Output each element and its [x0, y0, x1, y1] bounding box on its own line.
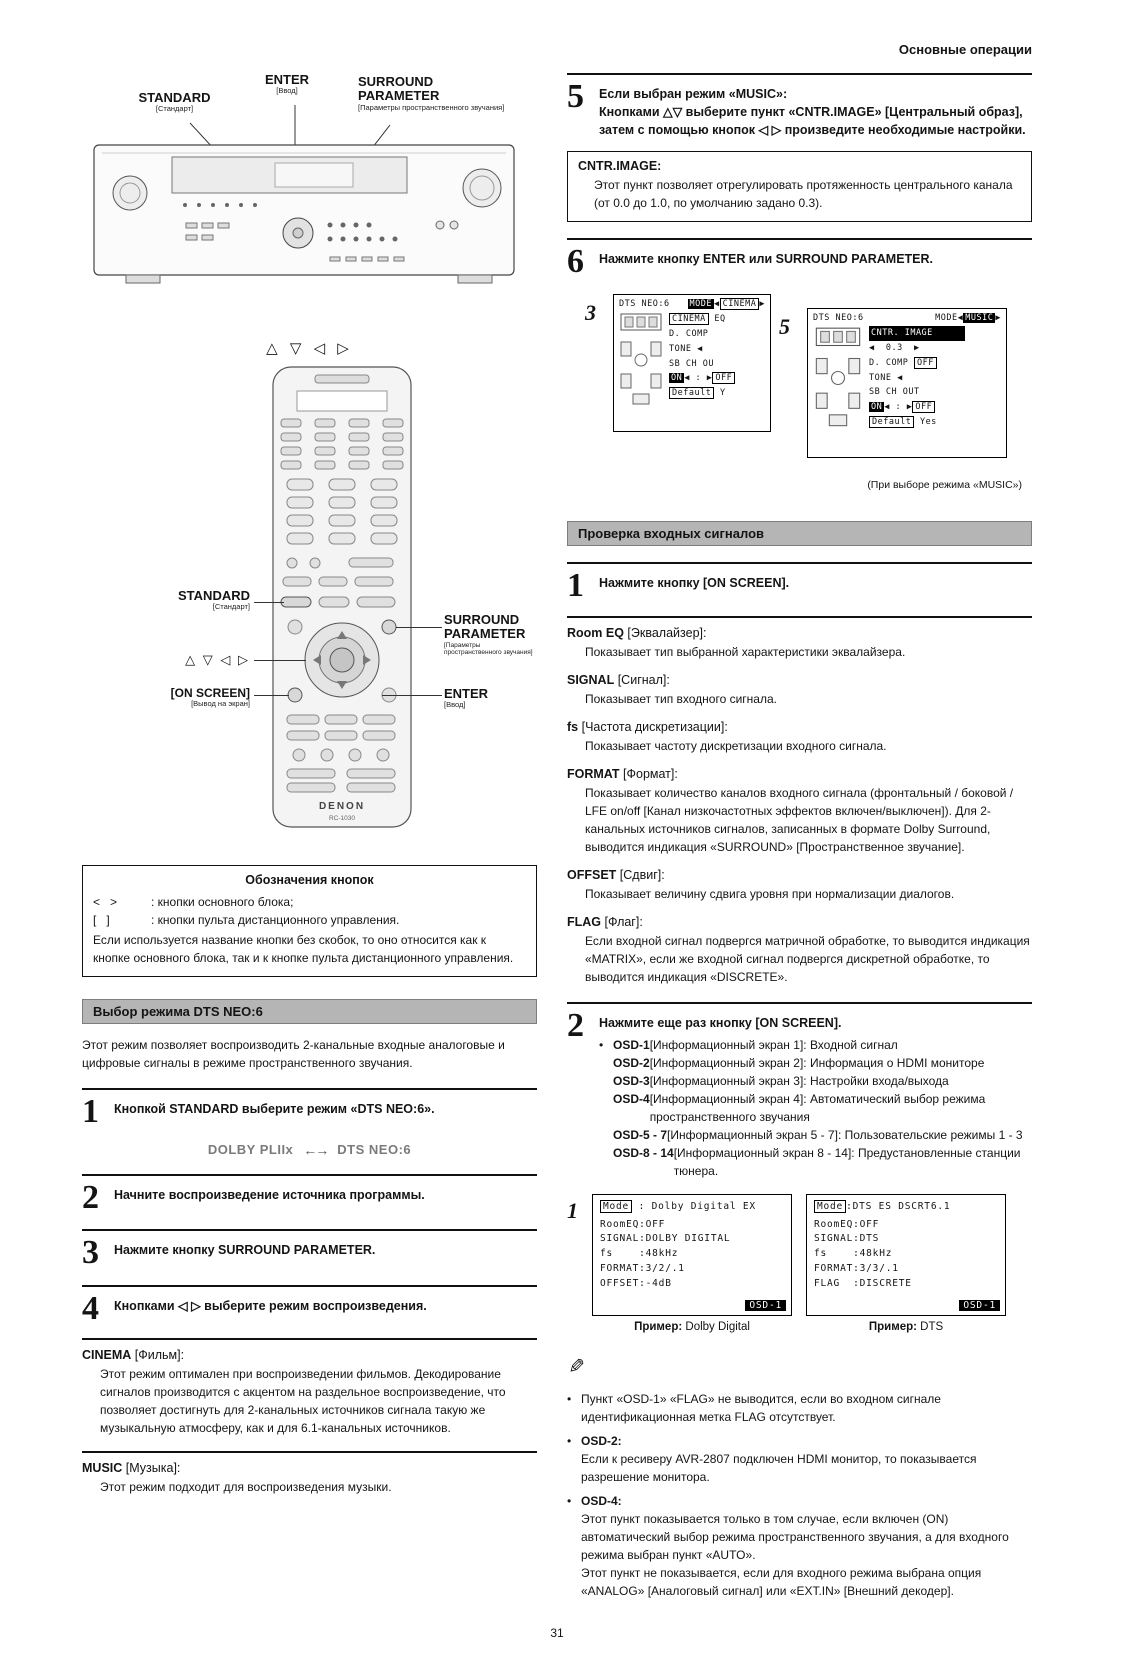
osd-row: TONE ◀ [869, 372, 903, 383]
leader-line [396, 627, 442, 628]
osd-row: ◀ 0.3 ▶ [869, 342, 920, 353]
definition-offset: OFFSET [Сдвиг]: Показывает величину сдвига уровня при нормализации диалогов. [567, 867, 955, 901]
step-number: 4 [82, 1289, 99, 1327]
step-number: 1 [82, 1093, 99, 1130]
figure-number-1: 1 [567, 1197, 578, 1223]
music-desc: Этот режим подходит для воспроизведения музыки. [100, 1480, 392, 1495]
osd-row: SB CH OUT [869, 387, 920, 398]
step-1-dts [82, 1088, 537, 1128]
dts-intro: Этот режим позволяет воспроизводить 2-канальные входные аналоговые и цифровые сигналы в режиме пространственного звучания. [82, 1038, 505, 1070]
receiver-drawing [90, 73, 530, 323]
step-2-check [567, 1002, 1032, 1180]
step-text: Нажмите еще раз кнопку [ON SCREEN]. [599, 1015, 842, 1030]
label-enter: ENTER [Ввод] [264, 72, 310, 96]
remote-drawing [257, 365, 427, 835]
osd-row-cntr: CNTR. IMAGE [869, 326, 1001, 341]
step-text: Нажмите кнопку ENTER или SURROUND PARAMETER. [599, 252, 934, 267]
bullet: • [567, 1493, 572, 1508]
osd-badge: OSD-1 [959, 1300, 1000, 1311]
osd-figure [567, 294, 1032, 499]
step-text: Нажмите кнопку [ON SCREEN]. [599, 575, 790, 590]
legend-text: : кнопки основного блока; [151, 895, 294, 909]
osd-header [619, 299, 765, 309]
left-column [82, 73, 537, 1600]
label-surround-parameter: SURROUND PARAMETER [Параметры пространственного звучания] [358, 74, 505, 112]
step-text: Кнопкой STANDARD выберите режим «DTS NEO:6». [114, 1102, 435, 1116]
label-standard-remote: STANDARD [Стандарт] [178, 588, 250, 612]
osd-body [813, 326, 1001, 430]
step-6 [567, 238, 1032, 281]
osd-rows [869, 326, 1001, 430]
section-title-dts: Выбор режима DTS NEO:6 [82, 999, 537, 1024]
figure-number-5: 5 [779, 313, 790, 339]
bullet: • [599, 1037, 604, 1052]
legend-box [82, 865, 537, 977]
step-5 [567, 73, 1032, 139]
cntr-image-box [567, 151, 1032, 222]
step-2-dts [82, 1174, 537, 1214]
bullet: • [567, 1391, 572, 1406]
label-surround-remote: SURROUND PARAMETER [Параметры пространственного звучания] [444, 612, 533, 656]
definition-signal: SIGNAL [Сигнал]: Показывает тип входного сигнала. [567, 672, 777, 706]
receiver-figure [82, 73, 537, 331]
osd-caption: (При выборе режима «MUSIC») [867, 478, 1022, 491]
osd-list-item: OSD-4 [Информационный экран 4]: Автоматический выбор режима пространственного звучания [613, 1091, 986, 1124]
double-arrow-icon: ←→ [303, 1141, 328, 1158]
speaker-layout-icon [813, 326, 863, 430]
note-item: • Пункт «OSD-1» «FLAG» не выводится, если во входном сигнале идентификационная метка FLAG отсутствует. [567, 1391, 941, 1424]
osd-row: D. COMP OFF [869, 356, 1001, 371]
step-1-check [567, 562, 1032, 602]
definition-roomeq: Room EQ [Эквалайзер]: Показывает тип выбранной характеристики эквалайзера. [567, 616, 1032, 661]
mode-toggle-row [82, 1142, 537, 1158]
music-term: MUSIC [Музыка]: [82, 1461, 181, 1476]
leader-line [254, 660, 306, 661]
legend-symbol: [ ] [93, 913, 110, 927]
label-onscreen-remote: [ON SCREEN] [Вывод на экран] [170, 686, 250, 709]
music-definition [82, 1451, 537, 1496]
osd-header [813, 313, 1001, 323]
osd-row: Default Yes [869, 415, 1001, 430]
osd-list-item: OSD-5 - 7 [Информационный экран 5 - 7]: Пользовательские режимы 1 - 3 [613, 1127, 1023, 1142]
legend-title: Обозначения кнопок [245, 873, 374, 887]
osd-rows [669, 312, 765, 408]
osd-examples-figure [567, 1194, 1032, 1333]
note-item: • OSD-4: Этот пункт показывается только в том случае, если включен (ON) автоматический выбор режима пространственного звучания, а для входного режима выбран пункт «AUTO». Этот пункт не показывается, если для входного режима выбрана опция «ANALOG» [Аналоговый сигнал] или «EXT.IN» [Внешний декодер]. [567, 1493, 1009, 1598]
osd-row: ON ◀ : ▶ OFF [869, 400, 1001, 415]
osd-screen-cinema [613, 294, 771, 432]
cinema-desc: Этот режим оптимален при воспроизведении фильмов. Декодирование сигналов производится с акцентом на раздельное воспроизведение, что позволяет достигнуть для 2-канальных источников сигнала такую же музыкальную атмосферу, как и для 6.1-канальных источников. [100, 1367, 506, 1436]
cntr-image-title: CNTR.IMAGE: [578, 159, 662, 174]
step-4-dts [82, 1285, 537, 1325]
leader-line [254, 602, 284, 603]
step-3-dts [82, 1229, 537, 1272]
osd-row: TONE ◀ [669, 343, 703, 354]
example-caption: Пример: DTS [868, 1320, 944, 1333]
page-header: Основные операции [898, 42, 1032, 57]
step-number: 2 [82, 1178, 99, 1216]
cinema-term: CINEMA [Фильм]: [82, 1348, 185, 1363]
step-text: Нажмите кнопку SURROUND PARAMETER. [114, 1243, 376, 1258]
remote-figure [82, 365, 537, 847]
label-arrows-remote: △ ▽ ◁ ▷ [185, 652, 250, 667]
osd-list-item: • OSD-1 [Информационный экран 1]: Входной сигнал [599, 1037, 898, 1052]
section-title-check: Проверка входных сигналов [567, 521, 1032, 546]
osd-example-dts: Mode :DTS ES DSCRT6.1 RoomEQ:OFF SIGNAL:DTS fs :48kHz FORMAT:3/3/.1 FLAG :DISCRETE OSD-1 Пример: DTS [806, 1194, 1006, 1333]
label-enter-remote: ENTER [Ввод] [444, 686, 489, 710]
figure-number-3: 3 [585, 299, 596, 325]
cinema-definition [82, 1338, 537, 1437]
osd-row: ON ◀ : ▶ OFF [669, 371, 765, 386]
leader-line [382, 695, 442, 696]
definition-format: FORMAT [Формат]: Показывает количество каналов входного сигнала (фронтальный / боковой / LFE on/off [Канал низкочастотных эффектов включен/выключен]). Для 2-канальных источников сигналов, записанных в формате Dolby Surround, выводится индикация «SURROUND» [Пространственное звучание]. [567, 766, 1014, 854]
notes-block [563, 1353, 1032, 1600]
legend-symbol: < > [93, 895, 118, 909]
label-standard: STANDARD [Стандарт] [138, 90, 211, 114]
osd-list-item: OSD-8 - 14 [Информационный экран 8 - 14]: Предустановленные станции тюнера. [613, 1145, 1021, 1178]
osd-list-item: OSD-3 [Информационный экран 3]: Настройки входа/выхода [613, 1073, 949, 1088]
cntr-image-desc: Этот пункт позволяет отрегулировать протяженность центрального канала (от 0.0 до 1.0, по умолчанию задано 0.3). [594, 178, 1013, 211]
step-number: 5 [567, 78, 584, 115]
osd-row: D. COMP [669, 328, 709, 339]
osd-title: DTS NEO:6 [813, 312, 864, 323]
step-2-content [599, 1011, 1032, 1180]
osd-row: Default Y [669, 386, 765, 401]
legend-row [93, 893, 526, 911]
bullet: • [567, 1433, 572, 1448]
right-column [563, 73, 1032, 1600]
note-item: • OSD-2: Если к ресиверу AVR-2807 подключен HDMI монитор, то показывается разрешение монитора. [567, 1433, 977, 1484]
step-text: Кнопками ◁ ▷ выберите режим воспроизведения. [114, 1298, 427, 1313]
remote-brand: DENON [318, 801, 366, 812]
signal-definitions [567, 616, 1032, 986]
mode-left: DOLBY PLIIx [207, 1142, 294, 1158]
osd-title: DTS NEO:6 [619, 298, 670, 309]
definition-fs: fs [Частота дискретизации]: Показывает частоту дискретизации входного сигнала. [567, 719, 887, 753]
example-caption: Пример: Dolby Digital [634, 1320, 750, 1333]
legend-text: : кнопки пульта дистанционного управления. [151, 913, 400, 927]
osd-list-item: OSD-2 [Информационный экран 2]: Информация о HDMI мониторе [613, 1055, 985, 1070]
step-number: 6 [567, 243, 584, 281]
speaker-layout-icon [619, 312, 663, 408]
pencil-icon: ✎ [563, 1356, 586, 1374]
nav-arrows-caption: △ ▽ ◁ ▷ [266, 340, 353, 357]
leader-line [254, 695, 289, 696]
osd-screen-music [807, 308, 1007, 458]
step-text: Начните воспроизведение источника программы. [114, 1187, 425, 1202]
remote-model: RC-1030 [328, 815, 356, 822]
osd-badge: OSD-1 [745, 1300, 786, 1311]
step-text: Если выбран режим «MUSIC»: Кнопками △▽ выберите пункт «CNTR.IMAGE» [Центральный образ], затем с помощью кнопок ◁ ▷ произведите необходимые настройки. [599, 87, 1026, 138]
step-number: 1 [567, 566, 584, 604]
mode-right: DTS NEO:6 [337, 1142, 412, 1158]
step-number: 3 [82, 1234, 99, 1272]
osd-row: CINEMA EQ [669, 312, 765, 327]
osd-row: SB CH OU [669, 358, 714, 369]
osd-list [599, 1036, 1032, 1180]
step-number: 2 [567, 1006, 584, 1044]
page-number: 31 [550, 1625, 564, 1640]
legend-note: Если используется название кнопки без скобок, то оно относится как к кнопке основного блока, так и к кнопке пульта дистанционного управления. [93, 933, 514, 965]
legend-row [93, 911, 526, 929]
osd-mode: MODE ◀ CINEMA ▶ [689, 298, 765, 309]
osd-example-dolby: Mode : Dolby Digital EX RoomEQ:OFF SIGNAL:DOLBY DIGITAL fs :48kHz FORMAT:3/2/.1 OFFSET:-4dB OSD-1 Пример: Dolby Digital [592, 1194, 792, 1333]
definition-flag: FLAG [Флаг]: Если входной сигнал подвергся матричной обработке, то выводится индикация «MATRIX», если же входной сигнал подвергся дискретной обработке, то выводится индикация «DISCRETE». [567, 914, 1030, 984]
osd-mode: MODE◀ MUSIC ▶ [935, 312, 1001, 323]
columns [82, 73, 1032, 1600]
osd-body [619, 312, 765, 408]
